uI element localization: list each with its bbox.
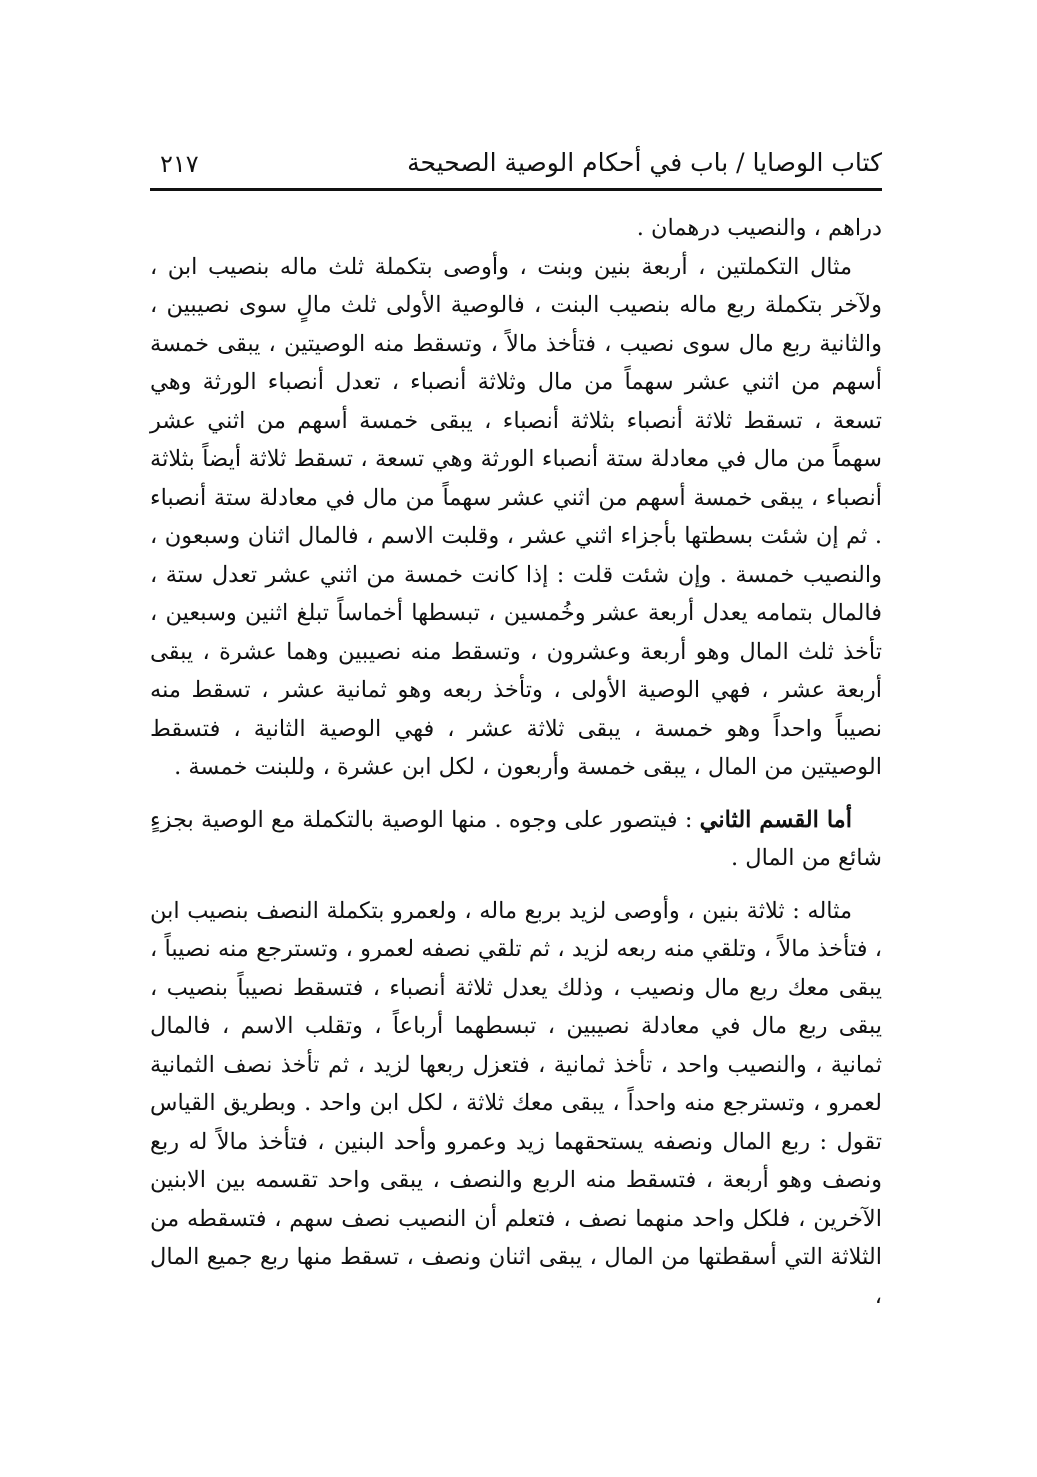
book-page [150,140,882,1360]
paragraph-1: دراهم ، والنصيب درهمان . [636,215,882,241]
section-heading: أما القسم الثاني [699,806,852,833]
page-number: ٢١٧ [160,150,199,178]
paragraph-2: مثال التكملتين ، أربعة بنين وبنت ، وأوصى بتكملة ثلث ماله بنصيب ابن ، ولآخر بتكملة ربع ماله بنصيب البنت ، فالوصية الأولى ثلث مالٍ سوى نصيبين ، والثانية ربع مال سوى نصيب ، فتأخذ مالاً ، وتسقط منه الوصيتين ، يبقى خمسة أسهم من اثني عشر سهماً من مال وثلاثة أنصباء ، تعدل أنصباء الورثة وهي تسعة ، تسقط ثلاثة أنصباء بثلاثة أنصباء ، يبقى خمسة أسهم من اثني عشر سهماً من مال في معادلة ستة أنصباء الورثة وهي تسعة ، تسقط ثلاثة أيضاً بثلاثة أنصباء ، يبقى خمسة أسهم من اثني عشر سهماً من مال في معادلة ستة أنصباء . ثم إن شئت بسطتها بأجزاء اثني عشر ، وقلبت الاسم ، فالمال اثنان وسبعون ، والنصيب خمسة . وإن شئت قلت : إذا كانت خمسة من اثني عشر تعدل ستة ، فالمال بتمامه يعدل أربعة عشر وخُمسين ، تبسطها أخماساً تبلغ اثنين وسبعين ، تأخذ ثلث المال وهو أربعة وعشرون ، وتسقط منه نصيبين وهما عشرة ، يبقى أربعة عشر ، فهي الوصية الأولى ، وتأخذ ربعه وهو ثمانية عشر ، تسقط منه نصيباً واحداً وهو خمسة ، يبقى ثلاثة عشر ، فهي الوصية الثانية ، فتسقط الوصيتين من المال ، يبقى خمسة وأربعون ، لكل ابن عشرة ، وللبنت خمسة . [150,253,882,780]
paragraph-3 [150,801,882,878]
paragraph-4: مثاله : ثلاثة بنين ، وأوصى لزيد بربع ماله ، ولعمرو بتكملة النصف بنصيب ابن ، فتأخذ مالاً ، وتلقي منه ربعه لزيد ، ثم تلقي نصفه لعمرو ، وتسترجع منه نصيباً ، يبقى معك ربع مال ونصيب ، وذلك يعدل ثلاثة أنصباء ، فتسقط نصيباً بنصيب ، يبقى ربع مال في معادلة نصيبين ، تبسطهما أرباعاً ، وتقلب الاسم ، فالمال ثمانية ، والنصيب واحد ، تأخذ ثمانية ، فتعزل ربعها لزيد ، ثم تأخذ نصف الثمانية لعمرو ، وتسترجع منه واحداً ، يبقى معك ثلاثة ، لكل ابن واحد . وبطريق القياس تقول : ربع المال ونصفه يستحقهما زيد وعمرو وأحد البنين ، فتأخذ مالاً له ربع ونصف وهو أربعة ، فتسقط منه الربع والنصف ، يبقى واحد تقسمه بين الابنين الآخرين ، فلكل واحد منهما نصف ، فتعلم أن النصيب نصف سهم ، فتسقطه من الثلاثة التي أسقطتها من المال ، يبقى اثنان ونصف ، تسقط منها ربع جميع المال ، [150,897,882,1309]
paragraph-3-text: : فيتصور على وجوه . منها الوصية بالتكملة مع الوصية بجزءٍ شائع من المال . [150,806,882,871]
chapter-title: كتاب الوصايا / باب في أحكام الوصية الصحيحة [407,148,882,177]
running-header [150,140,882,191]
body-text [150,209,882,1315]
